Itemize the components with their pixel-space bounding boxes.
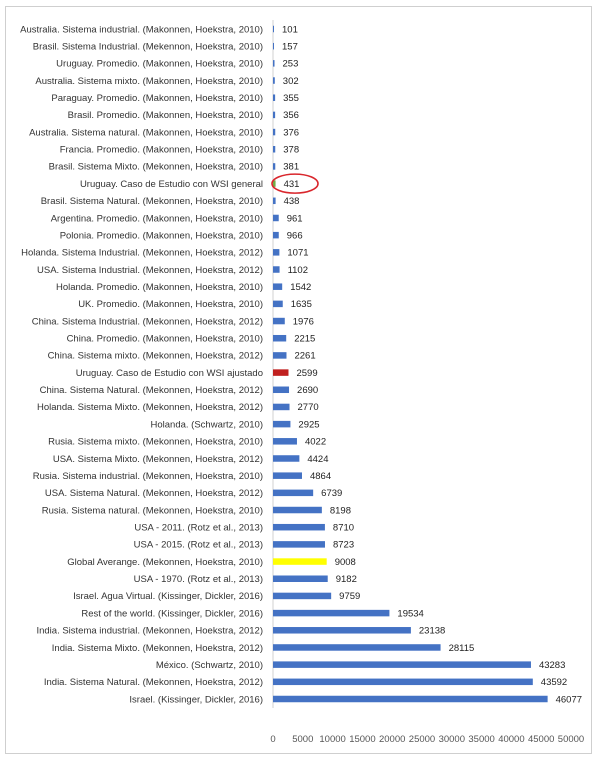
category-label: Holanda. (Schwartz, 2010) — [150, 419, 263, 431]
data-label: 378 — [283, 144, 300, 156]
category-label: USA. Sistema Natural. (Mekonnen, Hoekstra, 2012) — [44, 488, 263, 500]
category-label: USA. Sistema Industrial. (Mekonnen, Hoekstra, 2012) — [37, 264, 263, 276]
bar — [273, 249, 279, 256]
category-label: México. (Schwartz, 2010) — [155, 659, 263, 671]
bar — [273, 472, 302, 479]
data-label: 6739 — [321, 488, 343, 500]
data-label: 43592 — [540, 677, 568, 689]
category-label: USA. Sistema Mixto. (Mekonnen, Hoekstra, 2012) — [52, 453, 263, 465]
x-tick-label: 50000 — [557, 734, 585, 745]
data-label: 2599 — [296, 367, 318, 379]
bar — [273, 387, 289, 394]
category-label: Holanda. Sistema Industrial. (Mekonnen, Hoekstra, 2012) — [21, 247, 263, 259]
category-label: Rusia. Sistema industrial. (Mekonnen, Hoekstra, 2010) — [32, 470, 263, 482]
data-label: 1635 — [290, 299, 312, 311]
category-label: Holanda. Promedio. (Makonnen, Hoekstra, 2010) — [55, 281, 263, 293]
category-label: India. Sistema Natural. (Mekonnen, Hoekstra, 2012) — [43, 677, 263, 689]
bar — [273, 421, 290, 428]
bar — [273, 77, 275, 84]
x-tick-label: 30000 — [438, 734, 466, 745]
category-label: Israel. Agua Virtual. (Kissinger, Dickler, 2016) — [73, 591, 263, 603]
data-label: 8710 — [332, 522, 355, 534]
category-label: Brasil. Sistema Natural. (Mekonnen, Hoekstra, 2010) — [40, 196, 263, 208]
data-label: 302 — [282, 75, 299, 87]
data-label: 2690 — [297, 385, 319, 397]
bar — [273, 627, 411, 634]
bar — [273, 541, 325, 548]
x-tick-label: 15000 — [349, 734, 376, 745]
category-label: Rusia. Sistema natural. (Mekonnen, Hoekstra, 2010) — [41, 505, 263, 517]
x-tick-label: 35000 — [468, 734, 495, 745]
bar — [273, 301, 283, 308]
bar — [273, 524, 325, 531]
category-label: Paraguay. Promedio. (Makonnen, Hoekstra, 2010) — [51, 93, 263, 105]
data-label: 356 — [283, 110, 299, 122]
data-label: 23138 — [418, 625, 446, 637]
bar — [273, 558, 327, 565]
category-label: Brasil. Sistema Mixto. (Mekonnen, Hoekstra, 2010) — [48, 161, 263, 173]
data-label: 46077 — [555, 694, 583, 706]
data-label: 4424 — [307, 453, 329, 465]
category-label: Israel. (Kissinger, Dickler, 2016) — [129, 694, 263, 706]
category-label: USA - 2015. (Rotz et al., 2013) — [133, 539, 263, 551]
bar — [273, 112, 275, 119]
data-label: 9008 — [334, 556, 356, 568]
data-label: 8723 — [332, 539, 355, 551]
x-tick-label: 5000 — [292, 734, 314, 745]
data-label: 9759 — [339, 591, 361, 603]
category-label: Uruguay. Caso de Estudio con WSI general — [79, 178, 263, 190]
data-label: 4022 — [304, 436, 327, 448]
category-label: Australia. Sistema industrial. (Makonnen, Hoekstra, 2010) — [20, 24, 263, 36]
bar — [273, 593, 331, 600]
data-label: 1542 — [290, 281, 312, 293]
category-label: China. Promedio. (Makonnen, Hoekstra, 2010) — [66, 333, 263, 345]
data-label: 2925 — [298, 419, 320, 431]
bar — [273, 232, 279, 239]
bar — [273, 404, 290, 411]
data-label: 157 — [282, 41, 298, 53]
bar — [273, 318, 285, 325]
bar — [273, 438, 297, 445]
category-label: Francia. Promedio. (Makonnen, Hoekstra, 2010) — [59, 144, 263, 156]
data-label: 381 — [283, 161, 300, 173]
bar — [273, 146, 275, 153]
category-label: Global Averange. (Mekonnen, Hoekstra, 2010) — [67, 556, 263, 568]
data-label: 2261 — [294, 350, 316, 362]
bar — [273, 575, 328, 582]
bar — [273, 60, 275, 67]
category-label: Uruguay. Promedio. (Makonnen, Hoekstra, 2010) — [56, 58, 263, 70]
bar — [273, 215, 279, 222]
data-label: 355 — [283, 93, 299, 105]
data-label: 1071 — [287, 247, 309, 259]
category-label: UK. Promedio. (Makonnen, Hoekstra, 2010) — [78, 299, 263, 311]
bar — [273, 352, 286, 359]
x-tick-label: 0 — [270, 734, 276, 745]
category-label: USA - 1970. (Rotz et al., 2013) — [133, 574, 263, 586]
data-label: 19534 — [397, 608, 424, 620]
bar — [273, 283, 282, 290]
data-label: 8198 — [329, 505, 352, 517]
data-label: 1102 — [287, 264, 309, 276]
category-label: Argentina. Promedio. (Makonnen, Hoekstra, 2010) — [50, 213, 263, 225]
bar — [273, 335, 286, 342]
data-label: 966 — [286, 230, 303, 242]
category-label: China. Sistema mixto. (Mekonnen, Hoekstra, 2012) — [47, 350, 263, 362]
x-tick-label: 20000 — [378, 734, 406, 745]
bar — [273, 94, 275, 101]
x-tick-label: 25000 — [408, 734, 436, 745]
data-label: 101 — [282, 24, 298, 36]
x-tick-label: 40000 — [498, 734, 525, 745]
category-label: China. Sistema Industrial. (Mekonnen, Hoekstra, 2012) — [31, 316, 263, 328]
data-label: 2215 — [294, 333, 316, 345]
category-label: China. Sistema Natural. (Mekonnen, Hoekstra, 2012) — [39, 385, 263, 397]
category-label: India. Sistema Mixto. (Mekonnen, Hoekstra, 2012) — [51, 642, 263, 654]
bar — [273, 610, 389, 617]
bar — [273, 129, 275, 136]
data-label: 43283 — [538, 659, 566, 671]
bar — [273, 490, 313, 497]
bar — [273, 644, 441, 651]
bar — [273, 679, 533, 686]
data-label: 253 — [282, 58, 299, 70]
category-label: USA - 2011. (Rotz et al., 2013) — [134, 522, 263, 534]
category-label: India. Sistema industrial. (Mekonnen, Hoekstra, 2012) — [36, 625, 263, 637]
bar — [273, 163, 275, 170]
bar — [273, 661, 531, 668]
data-label: 961 — [286, 213, 303, 225]
category-label: Uruguay. Caso de Estudio con WSI ajustado — [75, 367, 263, 379]
data-label: 28115 — [448, 642, 475, 654]
category-label: Polonia. Promedio. (Makonnen, Hoekstra, 2010) — [59, 230, 263, 242]
data-label: 376 — [283, 127, 300, 139]
bar — [273, 198, 276, 205]
bar — [273, 266, 280, 273]
data-label: 2770 — [297, 402, 319, 414]
category-label: Holanda. Sistema Mixto. (Mekonnen, Hoekstra, 2012) — [37, 402, 263, 414]
bar — [273, 696, 548, 703]
x-tick-label: 45000 — [527, 734, 555, 745]
category-label: Australia. Sistema mixto. (Makonnen, Hoekstra, 2010) — [35, 75, 263, 87]
bar — [273, 369, 288, 376]
category-label: Brasil. Sistema Industrial. (Mekennon, Hoekstra, 2010) — [32, 41, 263, 53]
bar — [273, 43, 274, 50]
category-label: Rest of the world. (Kissinger, Dickler, 2016) — [81, 608, 263, 620]
data-label: 1976 — [292, 316, 314, 328]
data-label: 4864 — [309, 470, 332, 482]
data-label: 438 — [283, 196, 300, 208]
category-label: Rusia. Sistema mixto. (Mekonnen, Hoekstra, 2010) — [48, 436, 263, 448]
category-label: Australia. Sistema natural. (Makonnen, Hoekstra, 2010) — [29, 127, 263, 139]
bar — [273, 455, 299, 462]
data-label: 9182 — [335, 574, 357, 586]
category-label: Brasil. Promedio. (Makonnen, Hoekstra, 2010) — [67, 110, 263, 122]
x-tick-label: 10000 — [319, 734, 346, 745]
data-label: 431 — [283, 178, 300, 190]
bar — [273, 507, 322, 514]
bar — [273, 26, 274, 33]
